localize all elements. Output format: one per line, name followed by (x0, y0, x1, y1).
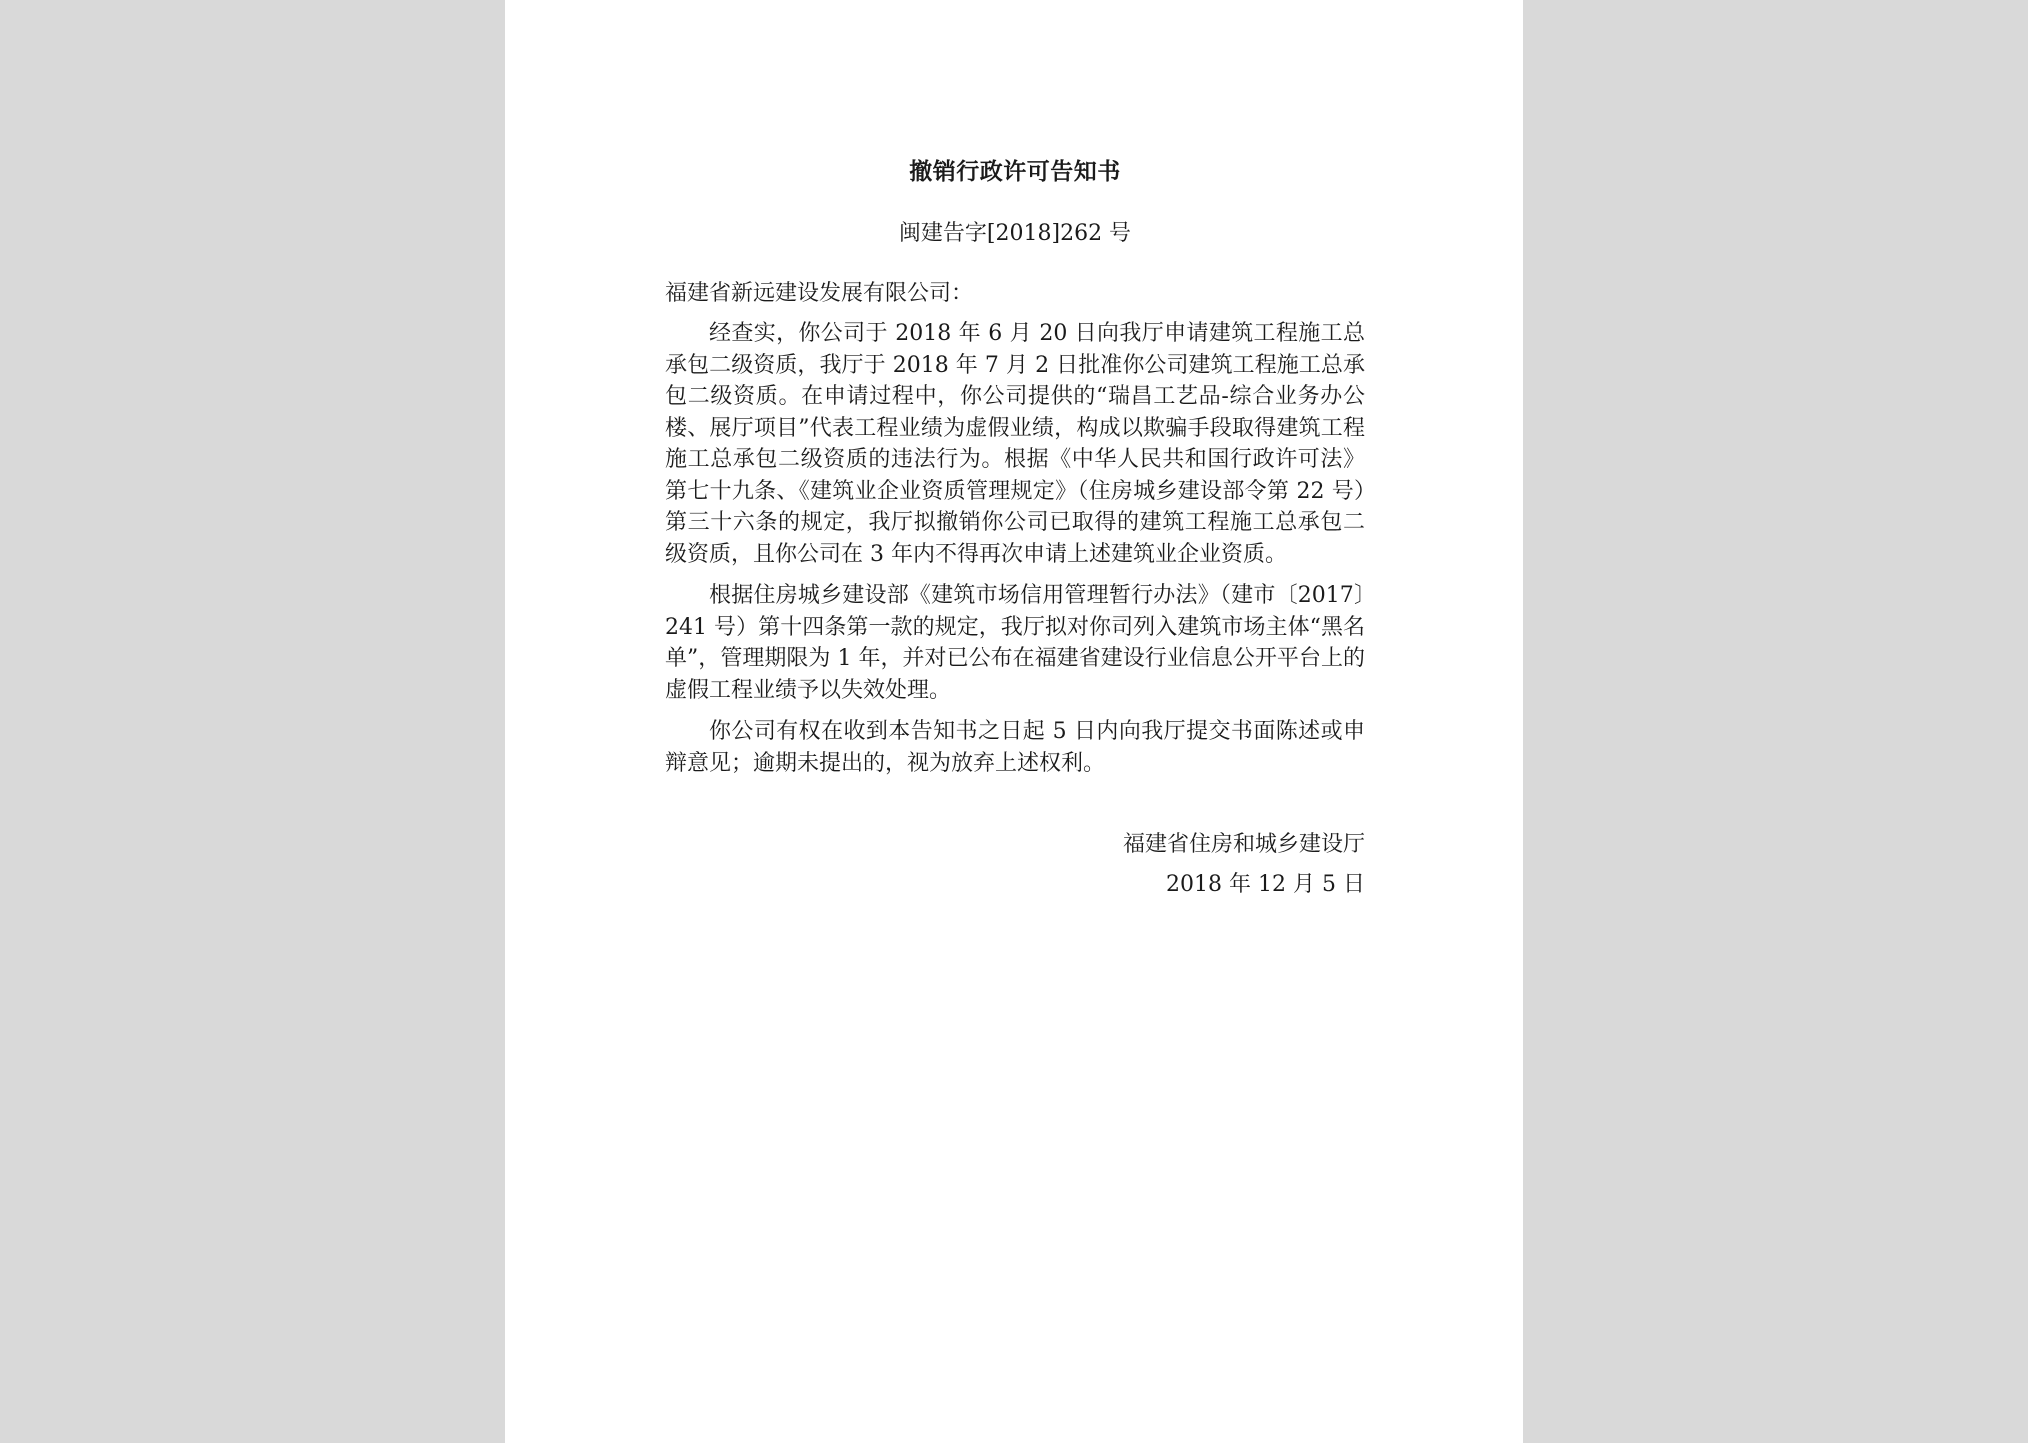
document-number: 闽建告字[2018]262 号 (898, 221, 1132, 246)
signature-organization: 福建省住房和城乡建设厅 (1122, 832, 1365, 857)
document-body (665, 152, 1365, 905)
paragraph: 根据住房城乡建设部《建筑市场信用管理暂行办法》（建市〔2017〕241 号）第十四条第一款的规定，我厅拟对你司列入建筑市场主体“黑名单”，管理期限为 1 年，并对已公布在福建省建设行业信息公开平台上的虚假工程业绩予以失效处理。 (665, 583, 1365, 703)
document-page (505, 0, 1523, 1443)
document-title: 撤销行政许可告知书 (909, 159, 1121, 185)
signature-date: 2018 年 12 月 5 日 (1166, 872, 1365, 897)
paragraph: 经查实，你公司于 2018 年 6 月 20 日向我厅申请建筑工程施工总承包二级资质，我厅于 2018 年 7 月 2 日批准你公司建筑工程施工总承包二级资质。在申请过程中，你公司提供的“瑞昌工艺品-综合业务办公楼、展厅项目”代表工程业绩为虚假业绩，构成以欺骗手段取得建筑工程施工总承包二级资质的违法行为。根据《中华人民共和国行政许可法》第七十九条、《建筑业企业资质管理规定》（住房城乡建设部令第 22 号）第三十六条的规定，我厅拟撤销你公司已取得的建筑工程施工总承包二级资质，且你公司在 3 年内不得再次申请上述建筑业企业资质。 (665, 321, 1365, 567)
addressee: 福建省新远建设发展有限公司： (665, 281, 974, 306)
paragraph: 你公司有权在收到本告知书之日起 5 日内向我厅提交书面陈述或申辩意见；逾期未提出的，视为放弃上述权利。 (665, 719, 1365, 776)
